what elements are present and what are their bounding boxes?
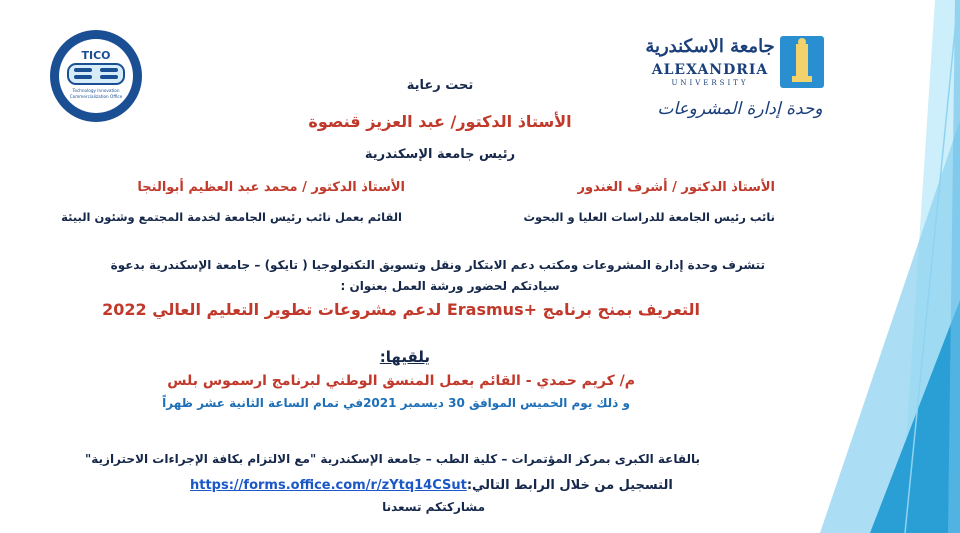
tico-logo <box>48 28 144 124</box>
invitation-line2: سيادتكم لحضور ورشة العمل بعنوان : <box>340 279 560 293</box>
event-datetime: و ذلك يوم الخميس الموافق 30 ديسمبر 2021في تمام الساعة الثانية عشر ظهراً <box>162 396 630 410</box>
speaker-name: م/ كريم حمدي - القائم بعمل المنسق الوطني لبرنامج ارسموس بلس <box>167 373 635 389</box>
workshop-title: التعريف بمنح برنامج +Erasmus لدعم مشروعات تطوير التعليم العالي 2022 <box>102 300 700 319</box>
tico-ring-text: جامعة الإسكندرية <box>66 39 126 61</box>
alex-unit: وحدة إدارة المشروعات <box>657 99 823 119</box>
official-right-title: نائب رئيس الجامعة للدراسات العليا و البحوث <box>523 210 775 224</box>
president-title: رئيس جامعة الإسكندرية <box>364 147 516 162</box>
official-left-name: الأستاذ الدكتور / محمد عبد العظيم أبوالنجا <box>137 180 405 195</box>
alex-sub: UNIVERSITY <box>671 79 749 87</box>
official-right-name: الأستاذ الدكتور / أشرف الغندور <box>577 180 775 195</box>
registration-line <box>190 478 673 493</box>
alex-latin: ALEXANDRIA <box>651 62 769 78</box>
alex-arabic: جامعة الاسكندرية <box>645 36 775 57</box>
registration-link[interactable]: https://forms.office.com/r/zYtq14CSut <box>190 478 467 493</box>
official-left-title: القائم بعمل نائب رئيس الجامعة لخدمة المجتمع وشئون البيئة <box>61 210 402 224</box>
tico-line1: Technology Innovation <box>72 88 120 93</box>
venue-text: بالقاعة الكبرى بمركز المؤتمرات – كلية الطب – جامعة الإسكندرية "مع الالتزام بكافة الإجراءات الاحترازية" <box>85 452 700 466</box>
tico-abbr: TICO <box>81 49 111 62</box>
president-name: الأستاذ الدكتور/ عبد العزيز قنصوة <box>308 112 572 131</box>
patronage-text: تحت رعاية <box>406 78 474 93</box>
alexandria-university-logo <box>640 30 830 126</box>
tico-line2: Commercialization Office <box>69 94 123 99</box>
invitation-line1: تتشرف وحدة إدارة المشروعات ومكتب دعم الابتكار ونقل وتسويق التكنولوجيا ( تايكو) – جامعة الإسكندرية بدعوة <box>110 258 765 272</box>
registration-label: التسجيل من خلال الرابط التالي: <box>466 478 673 493</box>
speaker-label: يلقيها: <box>379 348 430 366</box>
closing-text: مشاركتكم تسعدنا <box>382 500 485 514</box>
